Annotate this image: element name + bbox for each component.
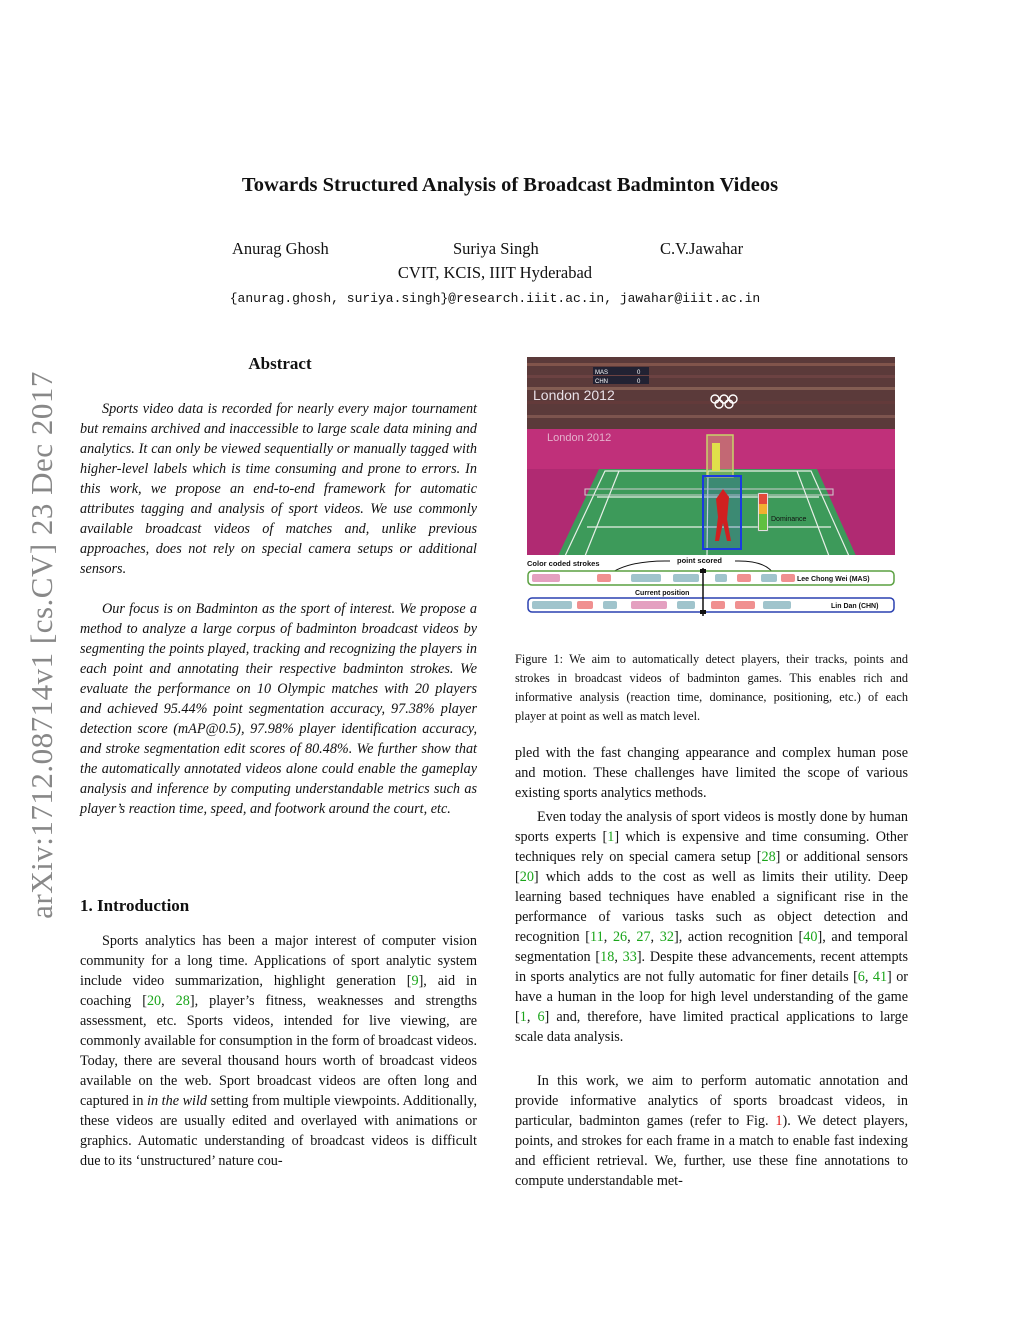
figure-1 bbox=[527, 357, 895, 558]
citation-link[interactable]: 27 bbox=[636, 929, 651, 945]
body-text: ] or additional sensors [ bbox=[515, 849, 908, 885]
scoreboard-team-2: CHN bbox=[595, 379, 608, 385]
body-text: In this work, we aim to perform automatic annotation and provide informative analytics of sports broadcast videos, in particular, badminton games (refer to Fig. bbox=[515, 1073, 908, 1129]
citation-link[interactable]: 20 bbox=[519, 869, 534, 885]
arxiv-identifier bbox=[20, 350, 64, 940]
citation-link[interactable]: 32 bbox=[659, 929, 674, 945]
abstract-paragraph-1: Sports video data is recorded for nearly every major tournament but remains archived and inaccessible to large scale data mining and analytics. It can only be viewed sequentially or manually tagged with higher-level labels which is time consuming and prone to errors. In this work, we propose an end-to-end framework for automatic attributes tagging and analysis of sport videos. We use commonly available broadcast videos of matches and, unlike previous approaches, does not rely on special camera setups or additional sensors. bbox=[80, 401, 477, 577]
scoreboard-score-2: 0 bbox=[637, 379, 641, 385]
figure-ref-link[interactable]: 1 bbox=[775, 1113, 783, 1129]
citation-link[interactable]: 40 bbox=[803, 929, 818, 945]
author-2: Suriya Singh bbox=[453, 239, 539, 258]
figure-caption: Figure 1: We aim to automatically detect players, their tracks, points and strokes in broadcast videos of badminton games. This enables rich and informative analysis (reaction time, dominance, positioning, etc.) of each player at point as well as match level. bbox=[515, 652, 908, 723]
point-scored-label: point scored bbox=[677, 556, 723, 565]
citation-link[interactable]: 41 bbox=[872, 969, 888, 985]
citation-link[interactable]: 11 bbox=[590, 929, 604, 945]
citation-link[interactable]: 20 bbox=[146, 993, 162, 1009]
paper-title: Towards Structured Analysis of Broadcast Badminton Videos bbox=[241, 174, 779, 196]
body-text: ] which is expensive and time consuming. Other techniques rely on special camera setup [ bbox=[515, 829, 909, 865]
intro-emphasis: in the wild bbox=[147, 1093, 208, 1109]
current-position-label: Current position bbox=[635, 590, 690, 597]
author-emails: {anurag.ghosh, suriya.singh}@research.iiit.ac.in, jawahar@iiit.ac.in bbox=[229, 291, 761, 306]
intro-text: Sports analytics has been a major interest of computer vision community for a long time. Applications of sport analytic system include video summarization, highlight generation [ bbox=[80, 933, 477, 989]
intro-text: setting from multiple viewpoints. Additionally, these videos are usually edited and overlayed with animations or graphics. Automatic understanding of broadcast videos is difficult due to its ‘unstructured’ nature cou- bbox=[80, 1093, 478, 1169]
dominance-label: Dominance bbox=[771, 516, 807, 523]
body-text: ]. Despite these advancements, recent attempts in sports analytics are not fully automatic for finer details [ bbox=[515, 949, 909, 985]
venue-text: London 2012 bbox=[533, 387, 615, 403]
intro-text: ], player’s fitness, weaknesses and strengths assessment, etc. Sports videos, intended for live viewing, are commonly available for consumption in the form of broadcast videos. Today, there are several thousand hours worth of broadcast videos available on the web. Sport broadcast videos are often long and captured in bbox=[80, 993, 478, 1109]
right-paragraph-0: pled with the fast changing appearance and complex human pose and motion. These challenges have limited the scope of various existing sports analytics methods. bbox=[515, 745, 908, 801]
venue-board-text: London 2012 bbox=[547, 432, 612, 444]
arxiv-id-text: arXiv:1712.08714v1 [cs.CV] 23 Dec 2017 bbox=[24, 371, 59, 919]
citation-link[interactable]: 6 bbox=[537, 1009, 545, 1025]
author-3: C.V.Jawahar bbox=[660, 239, 744, 258]
body-text: Even today the analysis of sport videos is mostly done by human sports experts [ bbox=[515, 809, 908, 845]
abstract-paragraph-2: Our focus is on Badminton as the sport of interest. We propose a method to analyze a large corpus of badminton broadcast videos by segmenting the points played, tracking and recognizing the players in each point and annotating their respective badminton strokes. We evaluate the performance on 10 Olympic matches with 20 players and achieved 95.44% point segmentation accuracy, 97.38% player detection score (mAP@0.5), 97.98% player identification accuracy, and stroke segmentation edit scores of 80.48%. We further show that the automatically annotated videos alone could enable the gameplay analysis and inference by computing understandable metrics such as player’s reaction time, speed, and footwork around the court, etc. bbox=[80, 601, 477, 817]
body-text: ] which adds to the cost as well as limits their utility. Deep learning based techniques have enabled a significant rise in the performance of various tasks such as object detection and recognition [ bbox=[515, 869, 908, 945]
body-text: ], action recognition [ bbox=[673, 929, 804, 945]
citation-link[interactable]: 33 bbox=[622, 949, 637, 965]
intro-heading: 1. Introduction bbox=[80, 896, 190, 915]
scoreboard-team-1: MAS bbox=[595, 370, 609, 376]
citation-link[interactable]: 28 bbox=[175, 993, 190, 1009]
stroke-timeline bbox=[527, 556, 895, 616]
body-text: ], and temporal segmentation [ bbox=[515, 929, 909, 965]
body-text: ] and, therefore, have limited practical applications to large scale data analysis. bbox=[515, 1009, 908, 1045]
right-paragraph-1: Even today the analysis of sport videos is mostly done by human sports experts [1] which is expensive and time consuming. Other techniques rely on special camera setup [28] or additional sensors [20] which adds to the cost as well as limits their utility. Deep learning based techniques have enabled a significant rise in the performance of various tasks such as object detection and recognition [11, 26, 27, 32], action recognition [40], and temporal segmentation [18, 33]. Despite these advancements, recent attempts in sports analytics are not fully automatic for finer details [6, 41] or have a human in the loop for high level understanding of the game [1, 6] and, therefore, have limited practical applications to large scale data analysis. bbox=[515, 809, 909, 1045]
player2-name: Lin Dan (CHN) bbox=[831, 603, 879, 610]
intro-paragraph-1: Sports analytics has been a major interest of computer vision community for a long time. Applications of sport analytic system include video summarization, highlight generation [9], aid in coaching [20, 28], player’s fitness, weaknesses and strengths assessment, etc. Sports videos, intended for live viewing, are commonly available for consumption in the form of broadcast videos. Today, there are several thousand hours worth of broadcast videos available on the web. Sport broadcast videos are often long and captured in in the wild setting from multiple viewpoints. Additionally, these videos are usually edited and overlayed with animations or graphics. Automatic understanding of broadcast videos is difficult due to its ‘unstructured’ nature cou- bbox=[80, 933, 478, 1169]
far-player-heatmap bbox=[712, 443, 720, 471]
right-paragraph-2 bbox=[515, 1071, 908, 1191]
scoreboard-score-1: 0 bbox=[637, 370, 641, 376]
color-coded-label: Color coded strokes bbox=[527, 559, 600, 568]
author-1: Anurag Ghosh bbox=[232, 239, 329, 258]
player1-name: Lee Chong Wei (MAS) bbox=[797, 576, 870, 583]
abstract-heading: Abstract bbox=[248, 354, 312, 373]
player2-strokes bbox=[532, 601, 791, 609]
citation-link[interactable]: 18 bbox=[600, 949, 615, 965]
scoreboard bbox=[593, 367, 649, 385]
affiliation: CVIT, KCIS, IIIT Hyderabad bbox=[397, 263, 593, 282]
citation-link[interactable]: 9 bbox=[411, 973, 419, 989]
body-text: ). We detect players, points, and strokes for each frame in a match to enable fast indexing and efficient retrieval. We, further, use these fine annotations to compute understandable met- bbox=[515, 1113, 908, 1189]
citation-link[interactable]: 1 bbox=[607, 829, 615, 845]
citation-link[interactable]: 6 bbox=[857, 969, 865, 985]
citation-link[interactable]: 28 bbox=[761, 849, 776, 865]
body-text: ] or have a human in the loop for high level understanding of the game [ bbox=[515, 969, 909, 1025]
intro-text: ], aid in coaching [ bbox=[80, 973, 477, 1009]
citation-link[interactable]: 26 bbox=[612, 929, 628, 945]
citation-link[interactable]: 1 bbox=[519, 1009, 527, 1025]
